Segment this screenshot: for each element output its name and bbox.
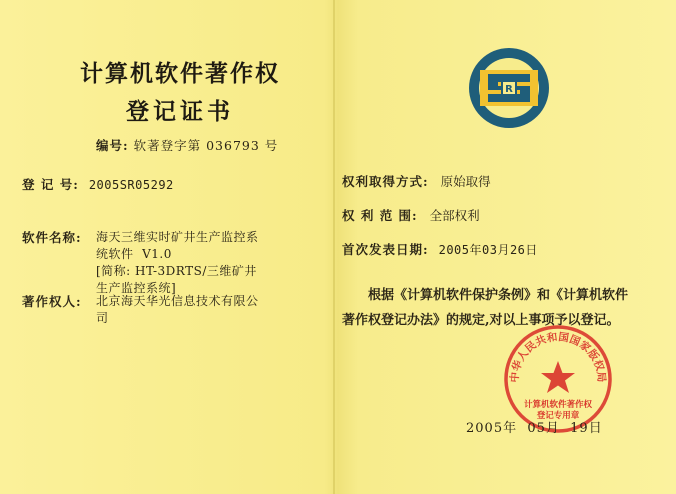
acquire-method-value: 原始取得 xyxy=(440,174,491,189)
acquire-method-row xyxy=(342,173,491,190)
seal-ring-text: 中华人民共和国国家版权局 xyxy=(508,331,608,383)
owner-value xyxy=(96,293,326,327)
software-name-label-row xyxy=(22,229,82,246)
certificate-number xyxy=(96,136,278,154)
seal-center-line2: 登记专用章 xyxy=(536,411,580,421)
owner-label: 著作权人: xyxy=(22,294,82,309)
owner-line: 北京海天华光信息技术有限公 xyxy=(96,294,259,308)
certificate-number-label: 编号: xyxy=(96,138,129,153)
page-fold-divider xyxy=(333,0,335,494)
owner-line: 司 xyxy=(96,311,109,325)
rights-scope-row xyxy=(342,207,480,224)
registration-number-label: 登 记 号: xyxy=(22,177,79,192)
software-name-line: [简称: HT-3DRTS/三维矿井 xyxy=(96,264,257,278)
certificate-title-line2: 登记证书 xyxy=(126,98,234,125)
seal-star-icon xyxy=(541,361,575,393)
copyright-center-logo-icon xyxy=(466,45,552,131)
seal-center-line1: 计算机软件著作权 xyxy=(523,400,593,410)
software-name-line: 统软件 V1.0 xyxy=(96,247,172,261)
certificate-number-value: 软著登字第 036793 号 xyxy=(133,138,279,153)
owner-label-row xyxy=(22,293,82,310)
svg-text:R: R xyxy=(505,84,513,95)
issue-date: 2005年 05月 19日 xyxy=(466,421,603,436)
first-publication-value: 2005年03月26日 xyxy=(438,243,538,257)
rights-scope-value: 全部权利 xyxy=(429,208,480,223)
software-name-line: 海天三维实时矿井生产监控系 xyxy=(96,230,259,244)
first-publication-row xyxy=(342,241,538,259)
software-name-value xyxy=(96,229,326,297)
software-name-label: 软件名称: xyxy=(22,230,82,245)
declaration-line: 根据《计算机软件保护条例》和《计算机软件 xyxy=(368,288,629,303)
first-publication-label: 首次发表日期: xyxy=(342,242,429,257)
acquire-method-label: 权利取得方式: xyxy=(342,174,429,189)
declaration-line: 著作权登记办法》的规定,对以上事项予以登记。 xyxy=(342,313,620,328)
registration-number-value: 2005SR05292 xyxy=(88,178,174,192)
software-name-line: 生产监控系统] xyxy=(96,281,177,295)
certificate-title-line1: 计算机软件著作权 xyxy=(80,60,280,87)
registration-number-row xyxy=(22,176,174,194)
rights-scope-label: 权 利 范 围: xyxy=(342,208,418,223)
